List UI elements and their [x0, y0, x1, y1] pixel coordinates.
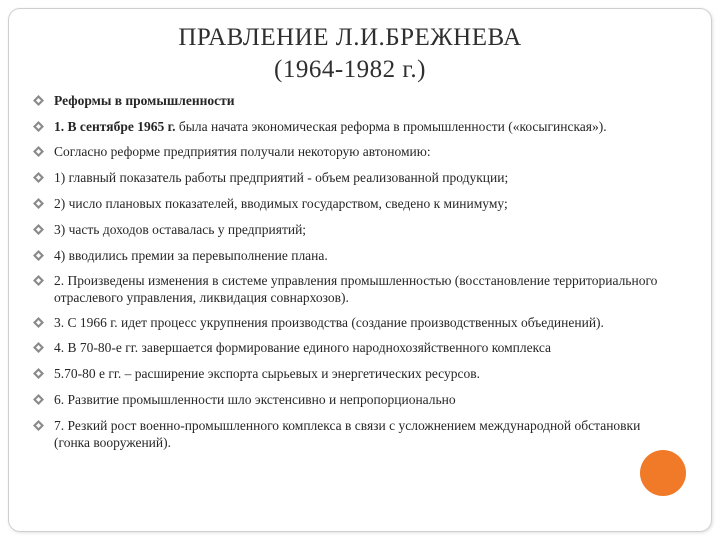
diamond-bullet-icon	[31, 391, 45, 408]
list-item	[28, 118, 678, 135]
list-item	[28, 391, 678, 408]
diamond-bullet-icon	[31, 339, 45, 356]
diamond-bullet-icon	[31, 417, 45, 434]
diamond-bullet-icon	[31, 118, 45, 135]
list-item-text: 4. В 70-80-е гг. завершается формирование единого народнохозяйственного комплекса	[54, 340, 551, 355]
list-item-text: Согласно реформе предприятия получали некоторую автономию:	[54, 144, 431, 159]
orange-decor-circle	[640, 450, 686, 496]
list-item-text: 5.70-80 е гг. – расширение экспорта сырьевых и энергетических ресурсов.	[54, 366, 480, 381]
bullet-list	[28, 92, 678, 451]
list-item	[28, 365, 678, 382]
list-item	[28, 247, 678, 264]
slide-title	[120, 22, 580, 86]
list-item	[28, 195, 678, 212]
list-item	[28, 339, 678, 356]
list-item	[28, 272, 678, 306]
list-item	[28, 417, 678, 451]
diamond-bullet-icon	[31, 365, 45, 382]
list-item	[28, 169, 678, 186]
diamond-bullet-icon	[31, 272, 45, 289]
diamond-bullet-icon	[31, 143, 45, 160]
list-item	[28, 314, 678, 331]
diamond-bullet-icon	[31, 314, 45, 331]
list-item-text: 2) число плановых показателей, вводимых государством, сведено к минимуму;	[54, 196, 508, 211]
list-item-text: Реформы в промышленности	[54, 93, 235, 108]
list-item-text: 6. Развитие промышленности шло экстенсивно и непропорционально	[54, 392, 456, 407]
diamond-bullet-icon	[31, 169, 45, 186]
list-item-text	[54, 118, 678, 135]
list-item-text: 1) главный показатель работы предприятий - объем реализованной продукции;	[54, 170, 509, 185]
diamond-bullet-icon	[31, 221, 45, 238]
title-line-2: (1964-1982 г.)	[274, 56, 426, 83]
list-item-rest-text: была начата экономическая реформа в промышленности («косыгинская»).	[175, 119, 607, 134]
title-line-1: ПРАВЛЕНИЕ Л.И.БРЕЖНЕВА	[178, 24, 522, 51]
list-item-text: 3) часть доходов оставалась у предприятий;	[54, 222, 307, 237]
list-item	[28, 143, 678, 160]
list-item	[28, 92, 678, 109]
list-item-text: 4) вводились премии за перевыполнение плана.	[54, 248, 328, 263]
diamond-bullet-icon	[31, 195, 45, 212]
list-item	[28, 221, 678, 238]
diamond-bullet-icon	[31, 247, 45, 264]
diamond-bullet-icon	[31, 92, 45, 109]
list-item-text: 2. Произведены изменения в системе управления промышленностью (восстановление территориального отраслевого управления, ликвидация совнархозов).	[54, 273, 658, 305]
list-item-bold-text: 1. В сентябре 1965 г.	[54, 119, 176, 134]
list-item-text: 3. С 1966 г. идет процесс укрупнения производства (создание производственных объединений).	[54, 315, 604, 330]
list-item-text: 7. Резкий рост военно-промышленного комплекса в связи с усложнением международной обстановки (гонка вооружений).	[54, 418, 641, 450]
